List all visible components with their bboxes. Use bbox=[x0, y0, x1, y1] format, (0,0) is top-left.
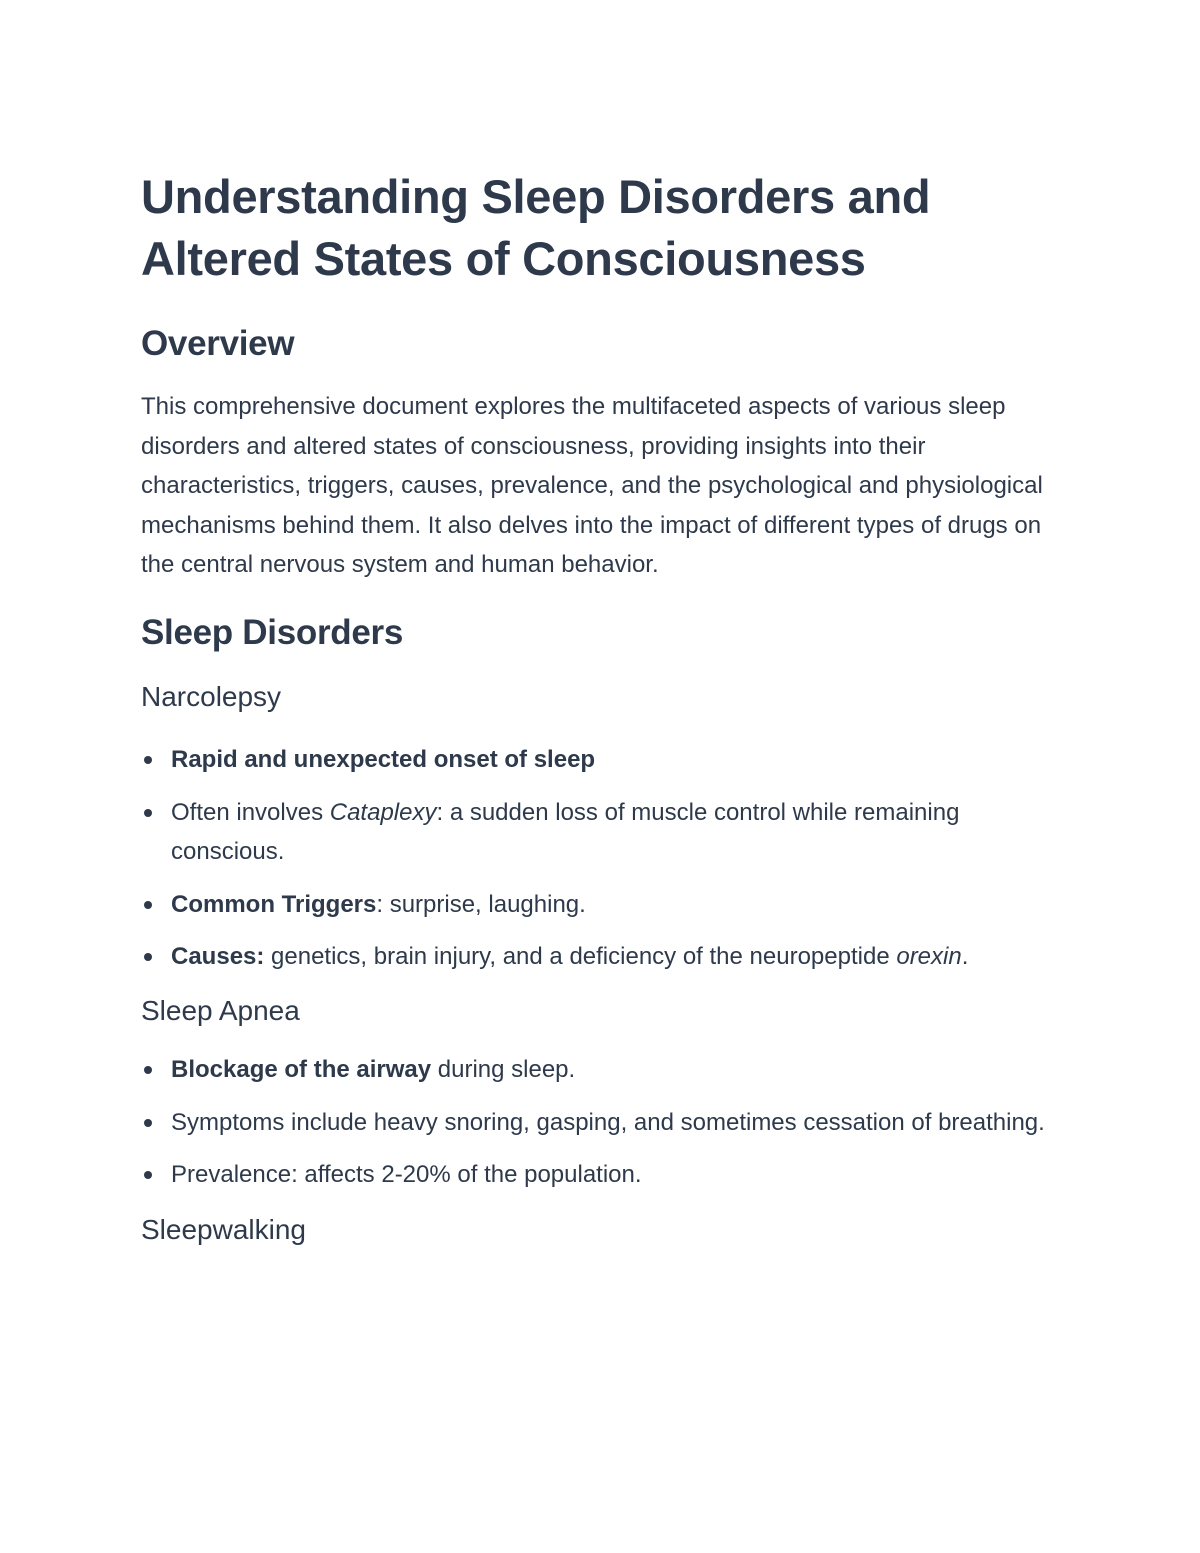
list-item-text: Symptoms include heavy snoring, gasping, and sometimes cessation of breathing. bbox=[171, 1108, 1045, 1136]
bullet-dot-icon bbox=[144, 901, 152, 909]
list-item-text: : surprise, laughing. bbox=[376, 890, 586, 918]
list-item bbox=[141, 1050, 1050, 1090]
list-item-italic-text: Cataplexy bbox=[329, 798, 437, 826]
bullet-dot-icon bbox=[144, 809, 152, 817]
bullet-dot-icon bbox=[144, 1066, 152, 1074]
list-item-text: during sleep. bbox=[431, 1055, 576, 1083]
page-title-line-2: Altered States of Consciousness bbox=[141, 232, 866, 285]
list-item bbox=[141, 1103, 1050, 1143]
sleep-disorders-heading: Sleep Disorders bbox=[141, 612, 403, 652]
list-item-text: : a sudden loss of muscle control while remaining conscious. bbox=[171, 798, 960, 866]
narcolepsy-heading: Narcolepsy bbox=[141, 680, 282, 712]
list-item-text: Prevalence: affects 2-20% of the population. bbox=[171, 1161, 642, 1189]
bullet-dot-icon bbox=[144, 953, 152, 961]
list-item-bold-text: Rapid and unexpected onset of sleep bbox=[171, 745, 596, 773]
list-item-text: . bbox=[961, 943, 969, 971]
narcolepsy-list bbox=[141, 740, 1050, 977]
sleep-apnea-heading: Sleep Apnea bbox=[141, 994, 300, 1026]
list-item bbox=[141, 885, 1050, 925]
list-item bbox=[141, 937, 1050, 977]
list-item-bold-text: Common Triggers bbox=[171, 890, 377, 918]
page-title bbox=[141, 166, 1050, 290]
list-item-text: genetics, brain injury, and a deficiency of the neuropeptide bbox=[264, 943, 897, 971]
list-item bbox=[141, 793, 1050, 872]
list-item bbox=[141, 1155, 1050, 1195]
page-title-line-1: Understanding Sleep Disorders and bbox=[141, 170, 931, 223]
sleep-apnea-list bbox=[141, 1050, 1050, 1195]
bullet-dot-icon bbox=[144, 1119, 152, 1127]
list-item-italic-text: orexin bbox=[896, 943, 962, 971]
sleepwalking-heading: Sleepwalking bbox=[141, 1213, 306, 1245]
list-item-bold-text: Blockage of the airway bbox=[171, 1055, 432, 1083]
list-item-text: Often involves bbox=[171, 798, 330, 826]
overview-heading: Overview bbox=[141, 324, 295, 363]
bullet-dot-icon bbox=[144, 756, 152, 764]
list-item-bold-text: Causes: bbox=[171, 943, 265, 971]
overview-paragraph: This comprehensive document explores the multifaceted aspects of various sleep disorders and altered states of consciousness, providing insights into their characteristics, triggers, causes, prevalence, and the psychological and physiological mechanisms behind them. It also delves into the impact of different types of drugs on the central nervous system and human behavior. bbox=[141, 393, 1043, 579]
bullet-dot-icon bbox=[144, 1171, 152, 1179]
list-item bbox=[141, 740, 1050, 780]
